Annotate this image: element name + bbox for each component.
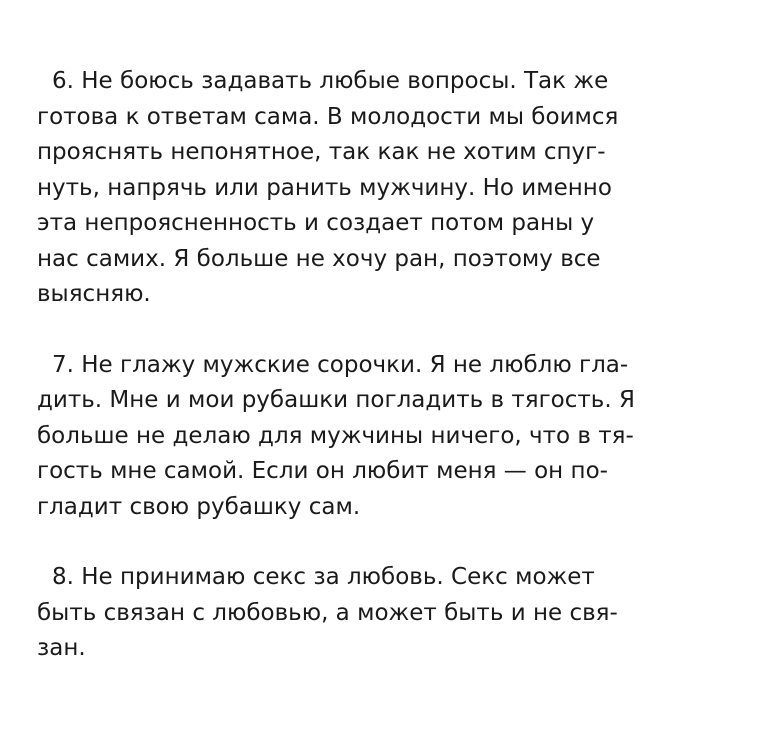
text-line: быть связан с любовью, а может быть и не свя-	[37, 599, 618, 626]
paragraph-6	[37, 64, 737, 313]
text-line: выясняю.	[37, 281, 151, 307]
text-line: дить. Мне и мои рубашки погладить в тягость. Я	[37, 387, 635, 413]
text-line: эта непроясненность и создает потом раны у	[37, 210, 595, 236]
text-line: нас самих. Я больше не хочу ран, поэтому все	[37, 245, 601, 272]
text-line: больше не делаю для мужчины ничего, что в тя-	[37, 422, 634, 449]
text-line: 8. Не принимаю секс за любовь. Секс может	[52, 564, 595, 590]
text-line: 6. Не боюсь задавать любые вопросы. Так же	[52, 68, 609, 94]
text-line: гость мне самой. Если он любит меня — он по-	[37, 458, 608, 484]
text-line: прояснять непонятное, так как не хотим спуг-	[37, 139, 606, 165]
document-body	[37, 64, 737, 702]
text-line: 7. Не глажу мужские сорочки. Я не люблю гла-	[52, 351, 629, 378]
text-line: гладит свою рубашку сам.	[37, 493, 361, 520]
paragraph-8	[37, 560, 737, 667]
paragraph-7	[37, 348, 737, 526]
text-line: нуть, напрячь или ранить мужчину. Но именно	[37, 174, 612, 201]
text-line: зан.	[37, 635, 86, 661]
text-line: готова к ответам сама. В молодости мы боимся	[37, 103, 619, 130]
